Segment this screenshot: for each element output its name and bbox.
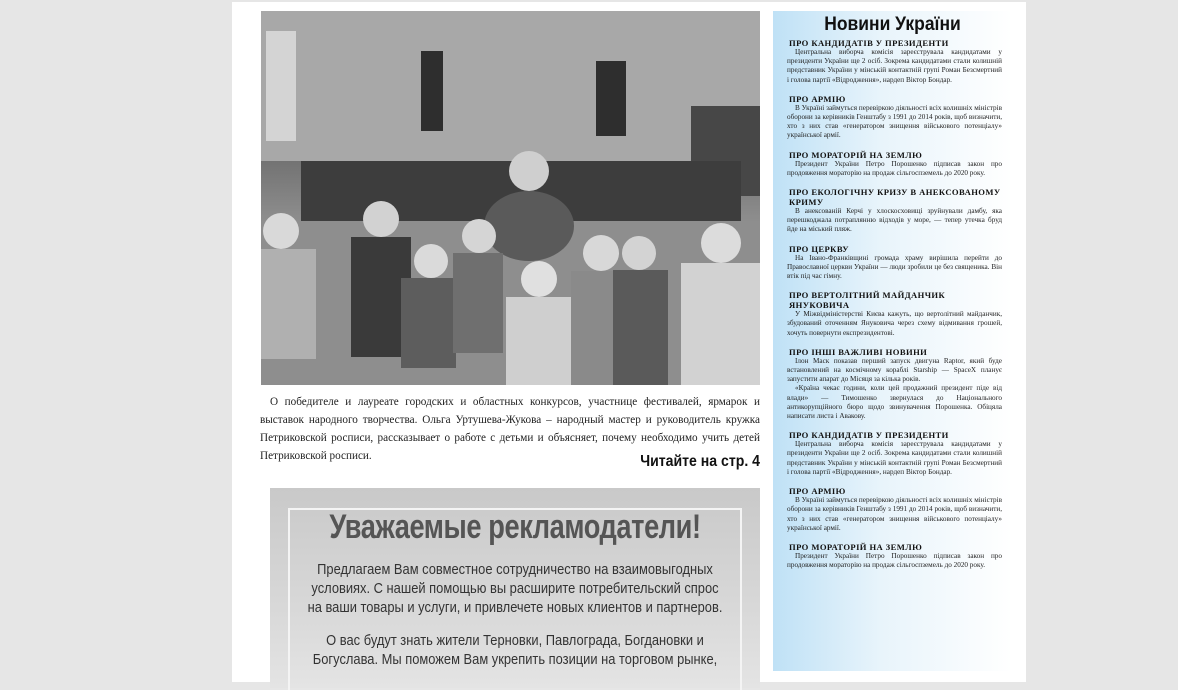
news-item-heading: ПРО ЦЕРКВУ: [789, 243, 849, 254]
news-item: [787, 150, 1002, 178]
sidebar-title: Новини України: [824, 14, 961, 35]
advertisement-block: [270, 488, 760, 688]
news-item-body: [787, 104, 1002, 141]
news-item-body: [787, 160, 1002, 178]
news-item-heading: ПРО МОРАТОРІЙ НА ЗЕМЛЮ: [789, 149, 923, 160]
news-item-paragraph: Центральна виборча комісія зареєструвала кандидатами у президенти України ще 2 осіб. Зокрема кандидатами стали колишній представник України у мінській контактній групі Роман Безсмертний і голова партії «Відродження», нардеп Віктор Бондар.: [787, 48, 1002, 84]
news-item-paragraph: В Україні займуться перевіркою діяльності всіх колишніх міністрів оборони за керівників Генштабу з 1991 до 2014 років, щоб визначити, хто з них став «генератором знищення військового потенціалу» української армії.: [787, 496, 1002, 532]
news-item-paragraph: Президент України Петро Порошенко підписав закон про продовження мораторію на продаж сільгоспземель до 2020 року.: [787, 551, 1002, 570]
news-item-heading: ПРО ВЕРТОЛІТНИЙ МАЙДАНЧИК ЯНУКОВИЧА: [789, 290, 946, 311]
news-item-body: [787, 440, 1002, 477]
news-item-paragraph: «Країна чекає години, коли цей продажний президент піде від влади» — Тимошенко звернулася до Національного антикорупційного бюро щодо звинувачення Порошенка. Обіцяла написати листа і Авакову.: [787, 384, 1002, 421]
news-list: [773, 36, 1012, 570]
ad-title: Уважаемые рекламодатели!: [329, 508, 701, 546]
news-item-body: [787, 310, 1002, 338]
news-item-heading: ПРО МОРАТОРІЙ НА ЗЕМЛЮ: [789, 541, 923, 552]
news-item-body: [787, 552, 1002, 570]
news-item-heading: ПРО АРМІЮ: [789, 93, 846, 104]
news-item-body: [787, 207, 1002, 235]
news-item-heading: ПРО ІНШІ ВАЖЛИВІ НОВИНИ: [789, 346, 928, 357]
news-item-heading: ПРО КАНДИДАТІВ У ПРЕЗИДЕНТИ: [789, 38, 949, 48]
news-item: [787, 542, 1002, 570]
news-item-paragraph: В анексованій Керчі у хлоскосховищі зруйнували дамбу, яка перешкоджала потраплянню відходів у море, — тепер утечка бруд йде на міський пляж.: [787, 207, 1002, 234]
news-sidebar: [773, 11, 1012, 671]
news-item-paragraph: Ілон Маск показав перший запуск двигуна Raptor, який буде встановлений на космічному кораблі Starship — SpaceX планує запустити апарат до Місяця за кілька років.: [787, 356, 1002, 384]
ad-paragraph: О вас будут знать жители Терновки, Павлограда, Богдановки и Богуслава. Мы поможем Вам укрепить позиции на торговом рынке,: [312, 632, 718, 668]
read-more-link[interactable]: Читайте на стр. 4: [640, 453, 760, 470]
news-item-paragraph: В Україні займуться перевіркою діяльності всіх колишніх міністрів оборони за керівників Генштабу з 1991 до 2014 років, щоб визначити, хто з них став «генератором знищення військового потенціалу» української армії.: [787, 103, 1002, 140]
news-item-body: [787, 48, 1002, 85]
news-item-body: [787, 357, 1002, 421]
news-item: [787, 430, 1002, 477]
news-item-paragraph: У Міжвідміністерстві Києва кажуть, що вертолітний майданчик, збудований оточенням Януковича через схему відмивання грошей, хочуть повернути експрезидентові.: [787, 310, 1002, 337]
news-item: [787, 94, 1002, 141]
news-item: [787, 187, 1002, 235]
news-item-heading: ПРО ЕКОЛОГІЧНУ КРИЗУ В АНЕКСОВАНОМУ КРИМУ: [789, 187, 1001, 208]
news-item-heading: ПРО АРМІЮ: [789, 486, 846, 497]
newspaper-page: [232, 2, 1026, 682]
news-item-paragraph: Президент України Петро Порошенко підписав закон про продовження мораторію на продаж сільгоспземель до 2020 року.: [787, 159, 1002, 177]
news-item: [787, 347, 1002, 421]
article-photo: [261, 11, 760, 385]
photo-illustration: [261, 11, 760, 385]
news-item: [787, 486, 1002, 533]
news-item-body: [787, 496, 1002, 533]
news-item-body: [787, 254, 1002, 282]
news-item-paragraph: На Івано-Франківщині громада храму вирішила перейти до Православної церкви України — люди зробили це без священика. Він втік під час гімну.: [787, 253, 1002, 281]
news-item-paragraph: Центральна виборча комісія зареєструвала кандидатами у президенти України ще 2 осіб. Зокрема кандидатами стали колишній представник України у мінській контактній групі Роман Безсмертний і голова партії «Відродження», нардеп Віктор Бондар.: [787, 440, 1002, 476]
photo-caption: О победителе и лауреате городских и областных конкурсов, участнице фестивалей, ярмарок и выставок народного творчества. Ольга Уртушева-Жукова – народный мастер и руководитель кружка Петриковской росписи, рассказывает о работе с детьми и объясняет, почему необходимо учить детей Петриковской росписи.: [260, 396, 760, 462]
ad-paragraph: Предлагаем Вам совместное сотрудничество на взаимовыгодных условиях. С нашей помощью вы расширите потребительский спрос на ваши товары и услуги, и привлечете новых клиентов и партнеров.: [307, 561, 723, 616]
news-item-heading: ПРО КАНДИДАТІВ У ПРЕЗИДЕНТИ: [789, 430, 949, 441]
news-item: [787, 290, 1002, 338]
ad-text: [304, 560, 725, 683]
news-item: [787, 38, 1002, 85]
news-item: [787, 244, 1002, 282]
